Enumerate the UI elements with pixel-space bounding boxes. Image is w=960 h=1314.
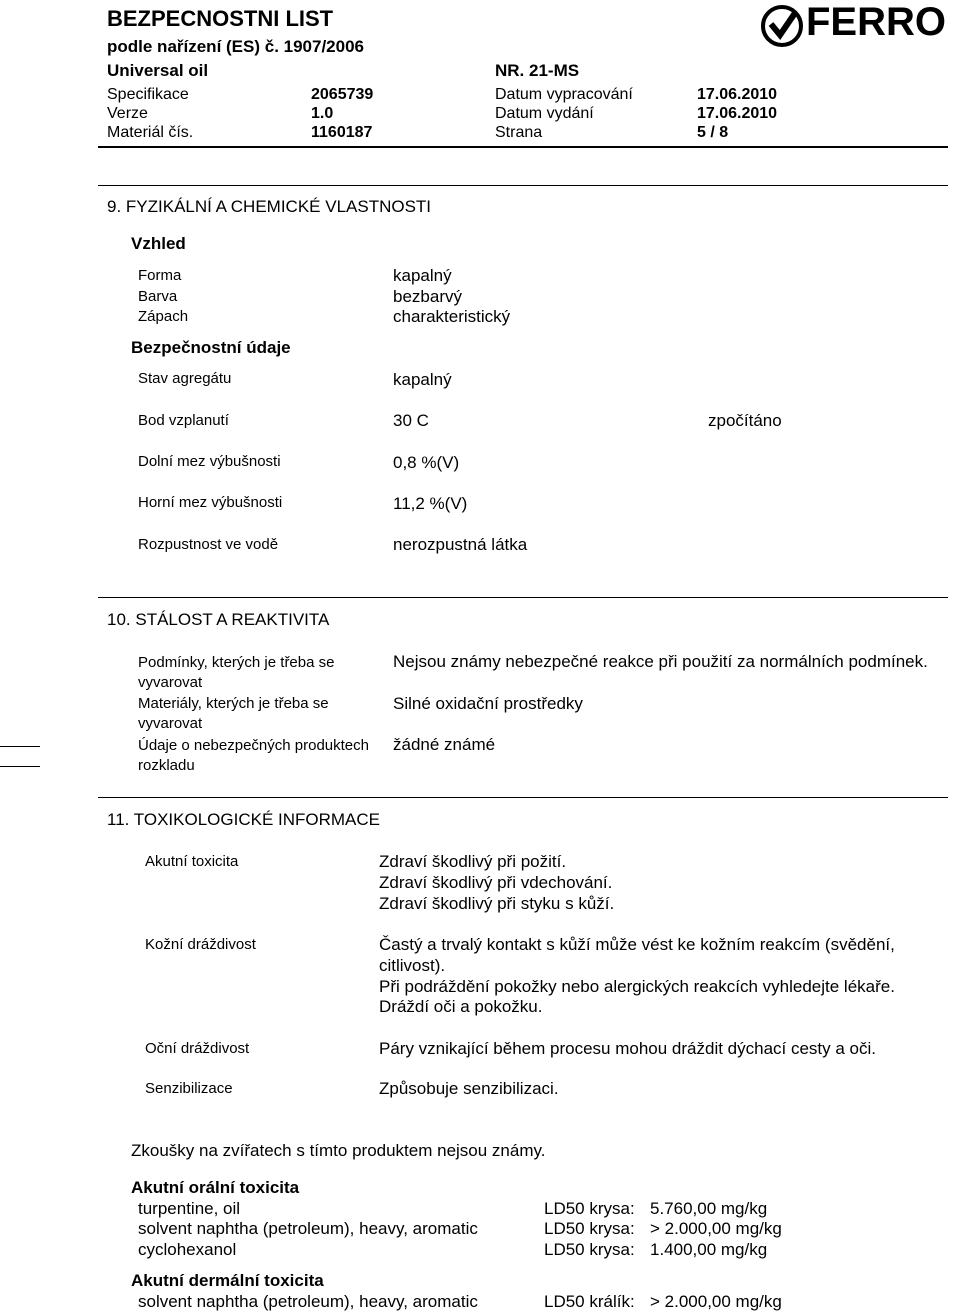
oral-substance-1: turpentine, oil (138, 1199, 241, 1218)
document-number: NR. 21-MS (495, 61, 580, 80)
issue-date-label: Datum vydání (495, 105, 594, 122)
eye-irritation-value: Páry vznikající během procesu mohou dráždit dýchací cesty a oči. (379, 1039, 877, 1058)
product-name: Universal oil (107, 61, 209, 80)
oral-value-3: 1.400,00 mg/kg (650, 1240, 768, 1259)
color-label: Barva (138, 288, 178, 305)
dermal-test-1: LD50 králík: (544, 1292, 635, 1311)
color-value: bezbarvý (393, 287, 462, 306)
skin-irritation-line2: citlivost). (379, 956, 446, 975)
acute-dermal-toxicity-heading: Akutní dermální toxicita (131, 1271, 324, 1290)
eye-irritation-label: Oční dráždivost (145, 1040, 250, 1057)
section-11-title: 11. TOXIKOLOGICKÉ INFORMACE (107, 810, 381, 829)
oral-value-2: > 2.000,00 mg/kg (650, 1219, 782, 1238)
spec-value: 2065739 (311, 86, 374, 103)
logo-wordmark: FERRO (806, 0, 946, 44)
section-11-divider (98, 797, 948, 798)
flash-point-value: 30 C (393, 411, 429, 430)
materials-label-line2: vyvarovat (138, 715, 203, 732)
water-solubility-value: nerozpustná látka (393, 535, 528, 554)
lower-explosion-limit-value: 0,8 %(V) (393, 453, 460, 472)
dermal-substance-1: solvent naphtha (petroleum), heavy, aromatic (138, 1292, 478, 1311)
oral-test-1: LD50 krysa: (544, 1199, 635, 1218)
conditions-label-line2: vyvarovat (138, 674, 203, 691)
section-10-title: 10. STÁLOST A REAKTIVITA (107, 610, 330, 629)
upper-explosion-limit-value: 11,2 %(V) (393, 494, 468, 513)
odor-label: Zápach (138, 308, 189, 325)
acute-oral-toxicity-heading: Akutní orální toxicita (131, 1178, 300, 1197)
conditions-value: Nejsou známy nebezpečné reakce při použití za normálních podmínek. (393, 652, 928, 671)
conditions-label-line1: Podmínky, kterých je třeba se (138, 654, 335, 671)
flash-point-label: Bod vzplanutí (138, 412, 229, 429)
material-value: 1160187 (311, 124, 373, 141)
safety-data-heading: Bezpečnostní údaje (131, 338, 291, 357)
dermal-value-1: > 2.000,00 mg/kg (650, 1292, 782, 1311)
skin-irritation-line4: Dráždí oči a pokožku. (379, 997, 543, 1016)
section-9-divider (98, 185, 948, 186)
ferro-logo (760, 0, 950, 48)
sensitization-label: Senzibilizace (145, 1080, 233, 1097)
prepared-date-label: Datum vypracování (495, 86, 633, 103)
section-10-divider (98, 597, 948, 598)
odor-value: charakteristický (393, 307, 511, 326)
oral-substance-3: cyclohexanol (138, 1240, 237, 1259)
issue-date-value: 17.06.2010 (697, 105, 778, 122)
state-label: Stav agregátu (138, 370, 232, 387)
form-value: kapalný (393, 266, 452, 285)
state-value: kapalný (393, 370, 452, 389)
regulation-reference: podle nařízení (ES) č. 1907/2006 (107, 37, 365, 56)
skin-irritation-line3: Při podráždění pokožky nebo alergických reakcích vyhledejte lékaře. (379, 977, 895, 996)
revision-marker-1 (0, 746, 40, 747)
water-solubility-label: Rozpustnost ve vodě (138, 536, 279, 553)
decomposition-label-line2: rozkladu (138, 757, 195, 774)
document-title: BEZPECNOSTNI LIST (107, 6, 334, 31)
ferro-logo-icon (760, 4, 804, 48)
revision-marker-2 (0, 766, 40, 767)
animal-testing-note: Zkoušky na zvířatech s tímto produktem nejsou známy. (131, 1141, 546, 1160)
decomposition-label-line1: Údaje o nebezpečných produktech (138, 737, 369, 754)
acute-toxicity-line1: Zdraví škodlivý při požití. (379, 852, 567, 871)
spec-label: Specifikace (107, 86, 189, 103)
acute-toxicity-line2: Zdraví škodlivý při vdechování. (379, 873, 613, 892)
prepared-date-value: 17.06.2010 (697, 86, 778, 103)
acute-toxicity-label: Akutní toxicita (145, 853, 239, 870)
section-9-title: 9. FYZIKÁLNÍ A CHEMICKÉ VLASTNOSTI (107, 197, 432, 216)
sensitization-value: Způsobuje senzibilizaci. (379, 1079, 559, 1098)
material-label: Materiál čís. (107, 124, 194, 141)
upper-explosion-limit-label: Horní mez výbušnosti (138, 494, 283, 511)
materials-label-line1: Materiály, kterých je třeba se (138, 695, 329, 712)
decomposition-value: žádné známé (393, 735, 496, 754)
skin-irritation-line1: Častý a trvalý kontakt s kůží může vést ke kožním reakcím (svědění, (379, 935, 895, 954)
version-value: 1.0 (311, 105, 334, 122)
oral-test-2: LD50 krysa: (544, 1219, 635, 1238)
oral-substance-2: solvent naphtha (petroleum), heavy, aromatic (138, 1219, 478, 1238)
flash-point-note: zpočítáno (708, 411, 782, 430)
lower-explosion-limit-label: Dolní mez výbušnosti (138, 453, 281, 470)
appearance-heading: Vzhled (131, 234, 186, 253)
acute-toxicity-line3: Zdraví škodlivý při styku s kůží. (379, 894, 615, 913)
form-label: Forma (138, 267, 182, 284)
page-value: 5 / 8 (697, 124, 729, 141)
page-label: Strana (495, 124, 543, 141)
oral-test-3: LD50 krysa: (544, 1240, 635, 1259)
version-label: Verze (107, 105, 148, 122)
oral-value-1: 5.760,00 mg/kg (650, 1199, 768, 1218)
skin-irritation-label: Kožní dráždivost (145, 936, 256, 953)
materials-value: Silné oxidační prostředky (393, 694, 583, 713)
header-divider (98, 146, 948, 148)
